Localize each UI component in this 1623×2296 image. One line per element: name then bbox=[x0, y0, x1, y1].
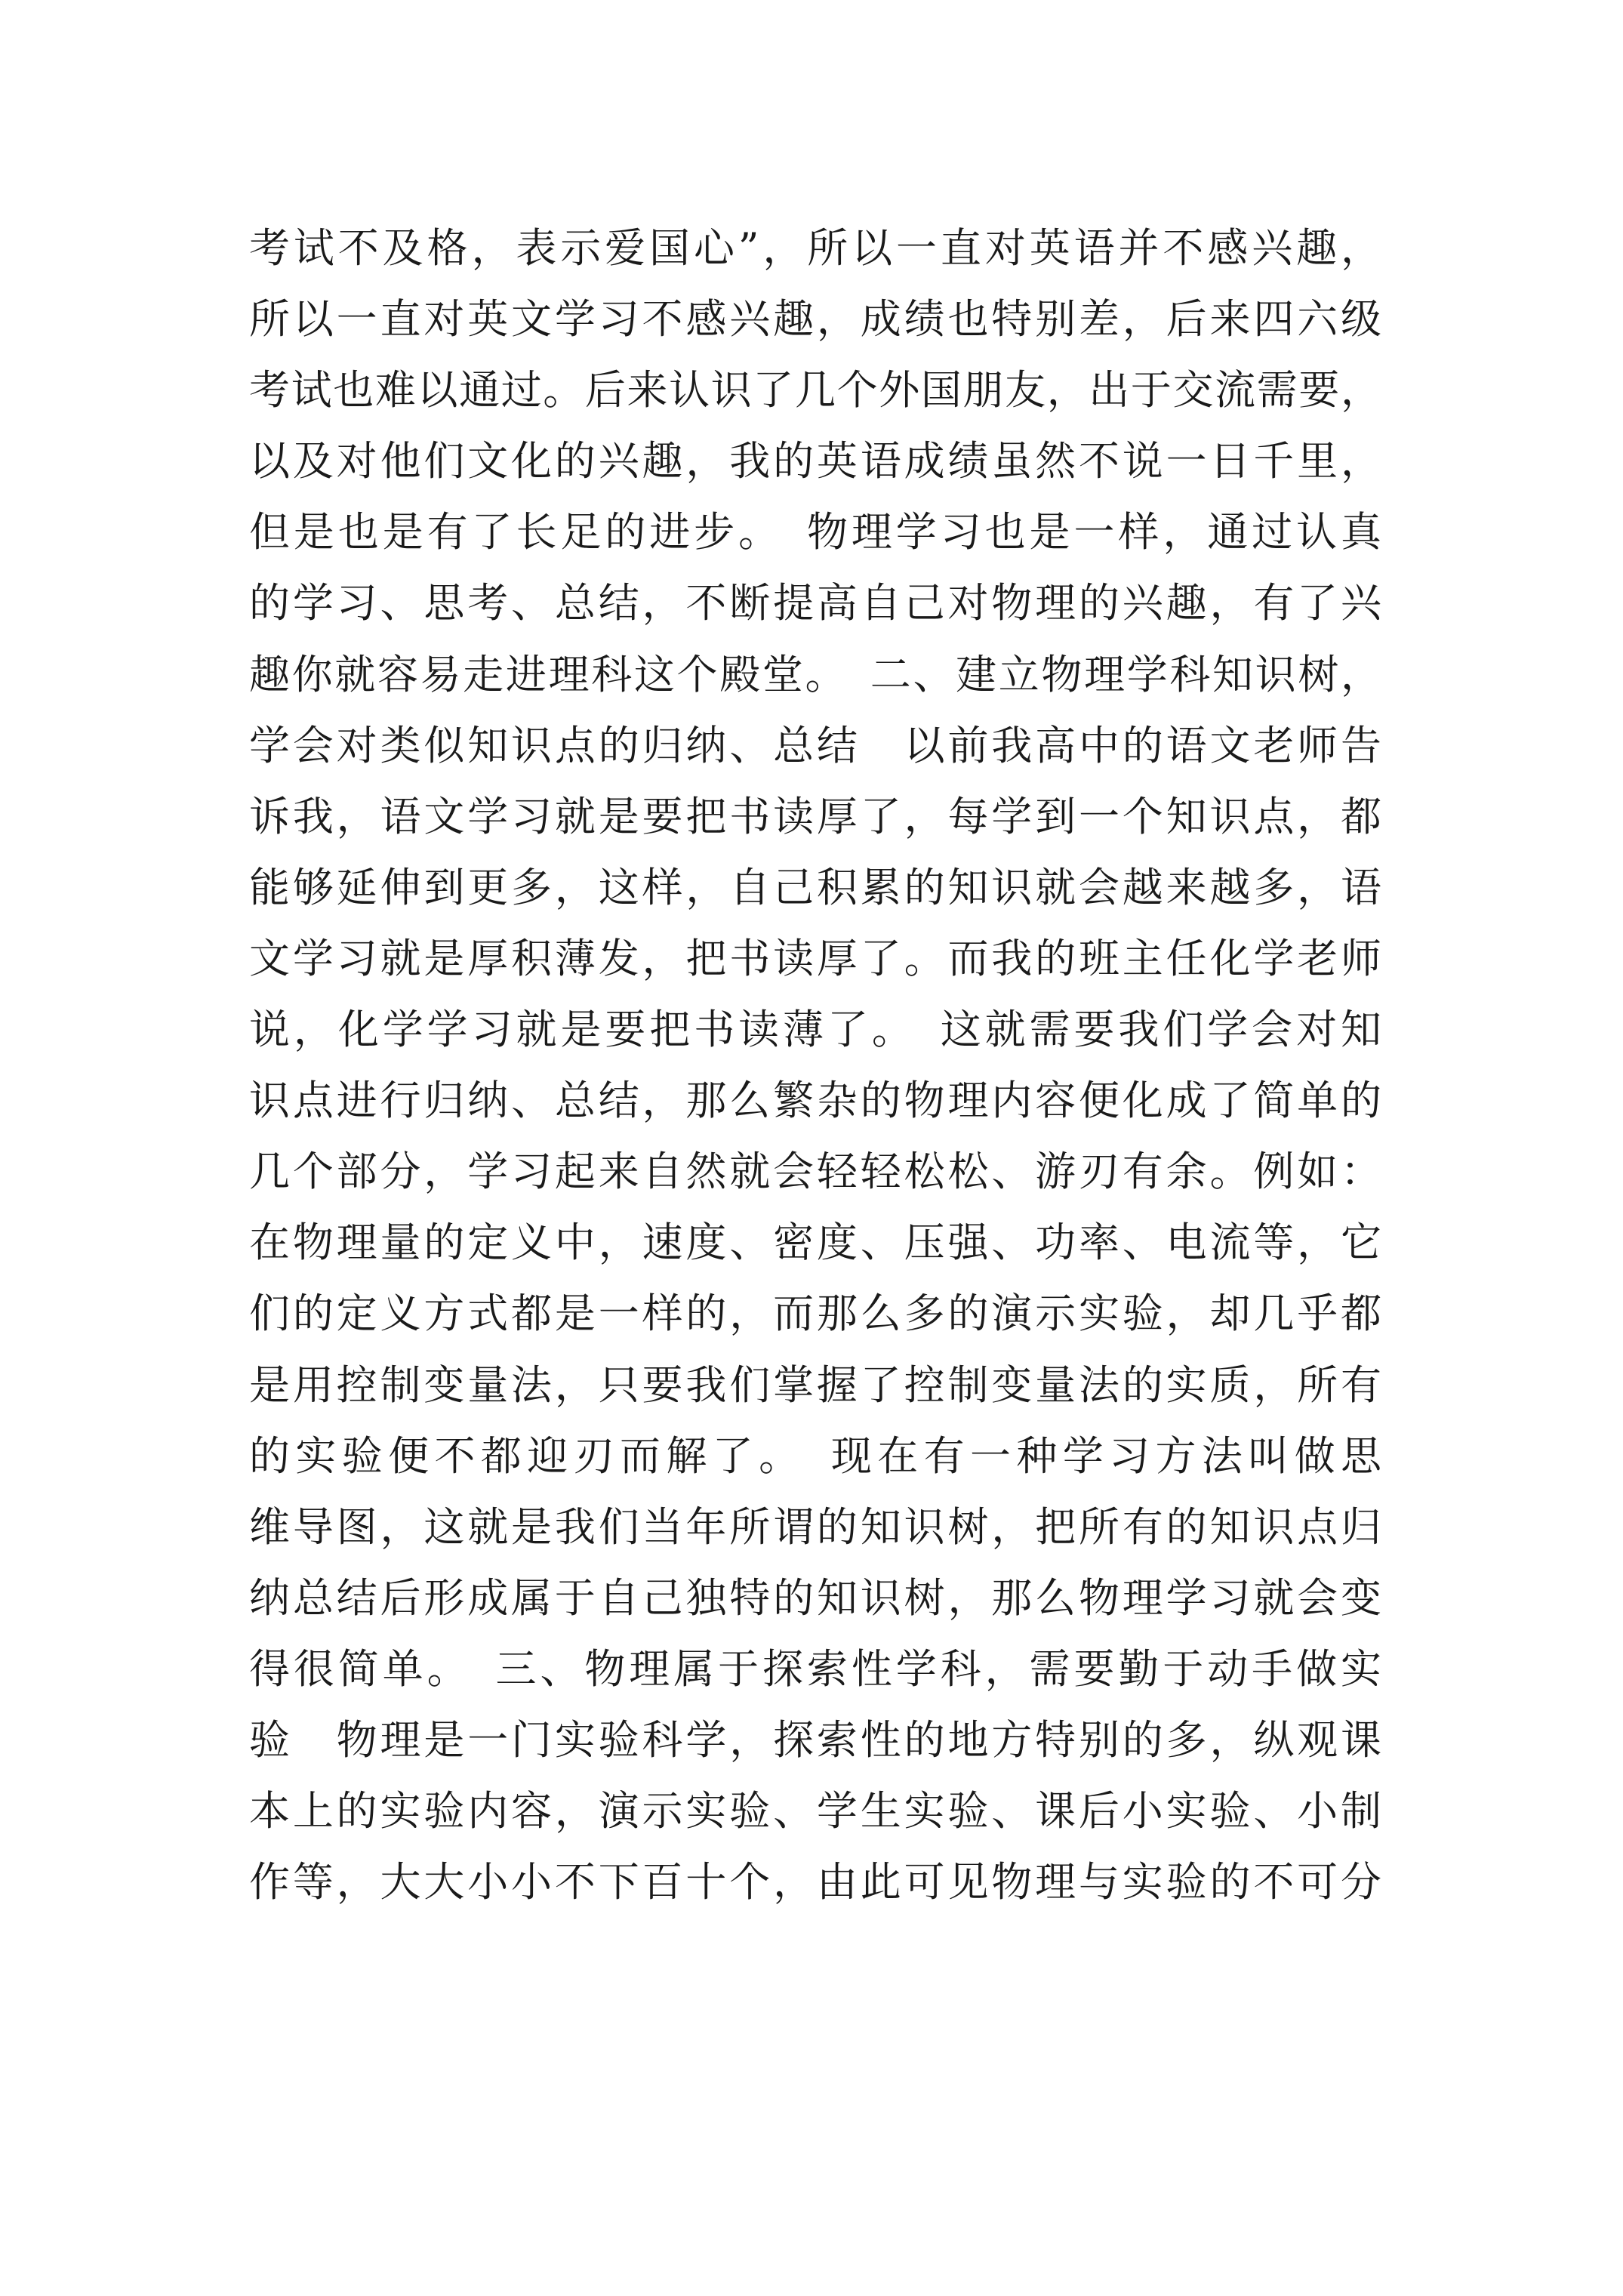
text-line: 能够延伸到更多，这样，自己积累的知识就会越来越多，语 bbox=[249, 863, 1381, 911]
body-text bbox=[249, 213, 1381, 1918]
text-line: 作等，大大小小不下百十个，由此可见物理与实验的不可分 bbox=[249, 1858, 1381, 1906]
text-line: 文学习就是厚积薄发，把书读厚了。而我的班主任化学老师 bbox=[249, 934, 1381, 982]
text-line: 趣你就容易走进理科这个殿堂。 二、建立物理学科知识树， bbox=[249, 650, 1381, 698]
text-line: 是用控制变量法，只要我们掌握了控制变量法的实质，所有 bbox=[249, 1361, 1381, 1409]
text-line: 几个部分，学习起来自然就会轻轻松松、游刃有余。例如： bbox=[249, 1148, 1381, 1196]
text-line: 识点进行归纳、总结，那么繁杂的物理内容便化成了简单的 bbox=[249, 1077, 1381, 1125]
text-line: 纳总结后形成属于自己独特的知识树，那么物理学习就会变 bbox=[249, 1573, 1381, 1622]
text-line: 验 物理是一门实验科学，探索性的地方特别的多，纵观课 bbox=[249, 1715, 1381, 1764]
text-line: 得很简单。 三、物理属于探索性学科，需要勤于动手做实 bbox=[249, 1644, 1381, 1693]
text-line: 考试不及格，表示爱国心”，所以一直对英语并不感兴趣， bbox=[249, 224, 1381, 272]
text-line: 的学习、思考、总结，不断提高自己对物理的兴趣，有了兴 bbox=[249, 579, 1381, 627]
text-line: 学会对类似知识点的归纳、总结 以前我高中的语文老师告 bbox=[249, 721, 1381, 769]
text-line: 维导图，这就是我们当年所谓的知识树，把所有的知识点归 bbox=[249, 1502, 1381, 1551]
text-line: 但是也是有了长足的进步。 物理学习也是一样，通过认真 bbox=[249, 508, 1381, 556]
text-line: 在物理量的定义中，速度、密度、压强、功率、电流等，它 bbox=[249, 1219, 1381, 1267]
text-line: 们的定义方式都是一样的，而那么多的演示实验，却几乎都 bbox=[249, 1290, 1381, 1338]
text-line: 的实验便不都迎刃而解了。 现在有一种学习方法叫做思 bbox=[249, 1432, 1381, 1480]
text-line: 以及对他们文化的兴趣，我的英语成绩虽然不说一日千里， bbox=[249, 437, 1381, 485]
text-line: 所以一直对英文学习不感兴趣，成绩也特别差，后来四六级 bbox=[249, 295, 1381, 344]
text-line: 说，化学学习就是要把书读薄了。 这就需要我们学会对知 bbox=[249, 1006, 1381, 1054]
text-line: 诉我，语文学习就是要把书读厚了，每学到一个知识点，都 bbox=[249, 792, 1381, 840]
text-line: 本上的实验内容，演示实验、学生实验、课后小实验、小制 bbox=[249, 1787, 1381, 1835]
text-line: 考试也难以通过。后来认识了几个外国朋友，出于交流需要， bbox=[249, 366, 1381, 415]
